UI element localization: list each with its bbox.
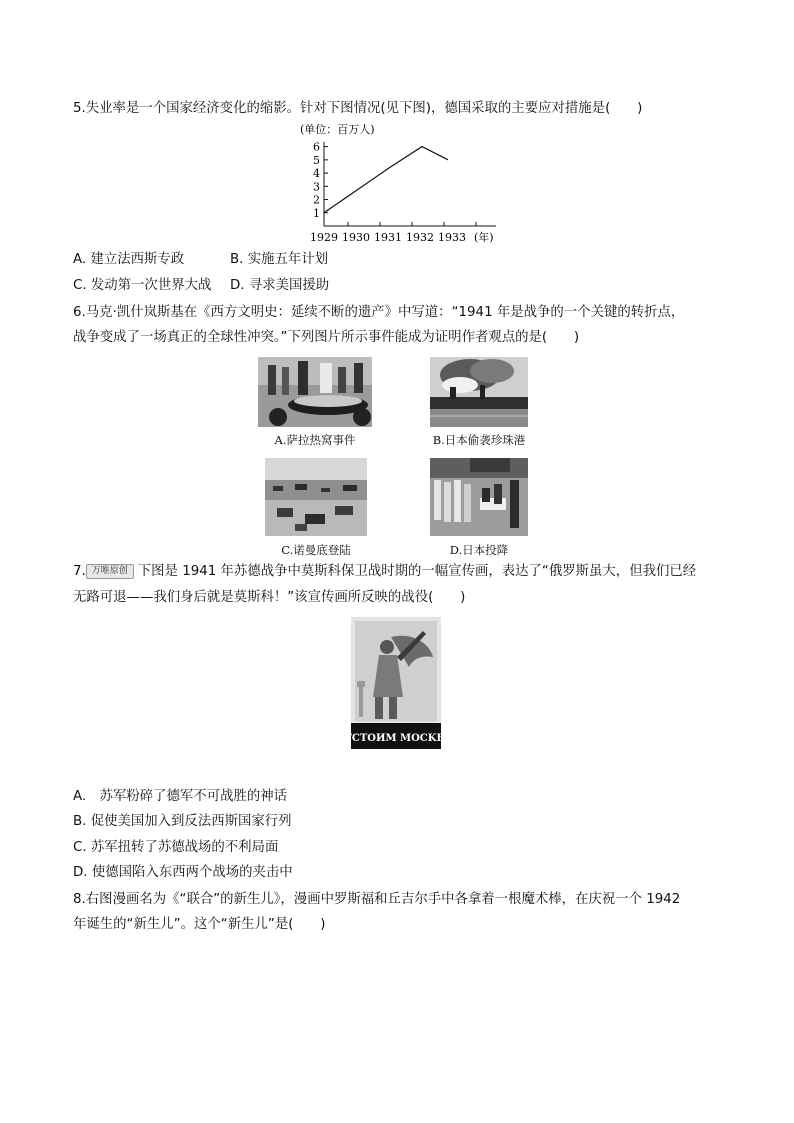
photo-normandy-landing[interactable] — [265, 458, 367, 536]
chart-xlabel: (年) — [474, 231, 494, 244]
q5-option-b[interactable]: B. 实施五年计划 — [230, 252, 329, 267]
q5-option-a[interactable]: A. 建立法西斯专政 — [73, 252, 185, 267]
photo-pearl-harbor[interactable] — [430, 357, 528, 427]
q6-stem-line1: 6.马克·凯什岚斯基在《西方文明史：延续不断的遗产》中写道：“1941 年是战争的一个关键的转折点， — [73, 305, 685, 320]
q7-stem-line1 — [73, 562, 696, 582]
x-tick-label: 1930 — [342, 231, 370, 244]
q7-option-c[interactable]: C. 苏军扭转了苏德战场的不利局面 — [73, 840, 279, 855]
poster-slogan: OTCTOИM MOCKBY! — [335, 733, 457, 744]
series-line — [324, 147, 448, 213]
caption-a: A.萨拉热窝事件 — [274, 433, 356, 447]
caption-c: C.诺曼底登陆 — [281, 543, 351, 557]
q5-option-d[interactable]: D. 寻求美国援助 — [230, 278, 330, 293]
q7-stem-line2: 无路可退——我们身后就是莫斯科！”该宣传画所反映的战役( ) — [73, 590, 466, 605]
q5-stem: 5.失业率是一个国家经济变化的缩影。针对下图情况(见下图)，德国采取的主要应对措施是( ) — [73, 101, 643, 116]
x-tick-label: 1931 — [374, 231, 402, 244]
q5-option-c[interactable]: C. 发动第一次世界大战 — [73, 278, 212, 293]
y-tick-label: 3 — [313, 180, 320, 194]
y-tick-label: 6 — [313, 140, 320, 154]
q7-option-a[interactable]: A. 苏军粉碎了德军不可战胜的神话 — [73, 789, 288, 804]
y-tick-label: 2 — [313, 193, 320, 207]
y-tick-label: 1 — [313, 206, 320, 220]
y-tick-label: 4 — [313, 167, 320, 181]
chart-ylabel: (单位：百万人) — [300, 123, 375, 136]
unemployment-line-chart — [300, 120, 510, 248]
moscow-poster[interactable] — [335, 617, 457, 749]
photo-sarajevo-incident[interactable] — [258, 357, 372, 427]
x-tick-label: 1929 — [310, 231, 338, 244]
q7-option-d[interactable]: D. 使德国陷入东西两个战场的夹击中 — [73, 865, 293, 880]
photo-japan-surrender[interactable] — [430, 458, 528, 536]
q8-stem-line1: 8.右图漫画名为《“联合”的新生儿》，漫画中罗斯福和丘吉尔手中各拿着一根魔术棒，在庆祝一个 1942 — [73, 892, 681, 907]
caption-d: D.日本投降 — [449, 543, 509, 557]
q8-stem-line2: 年诞生的“新生儿”。这个“新生儿”是( ) — [73, 917, 326, 932]
x-tick-label: 1933 — [438, 231, 466, 244]
q7-option-b[interactable]: B. 促使美国加入到反法西斯国家行列 — [73, 814, 292, 829]
caption-b: B.日本偷袭珍珠港 — [432, 433, 526, 447]
q6-stem-line2: 战争变成了一场真正的全球性冲突。”下列图片所示事件能成为证明作者观点的是( ) — [73, 330, 580, 345]
brand-badge: 万唯原创 — [86, 564, 134, 579]
y-tick-label: 5 — [313, 153, 320, 167]
q7-number: 7. — [73, 564, 86, 579]
x-tick-label: 1932 — [406, 231, 434, 244]
q7-text-line1: 下图是 1941 年苏德战争中莫斯科保卫战时期的一幅宣传画，表达了“俄罗斯虽大，但我们已经 — [137, 564, 697, 579]
